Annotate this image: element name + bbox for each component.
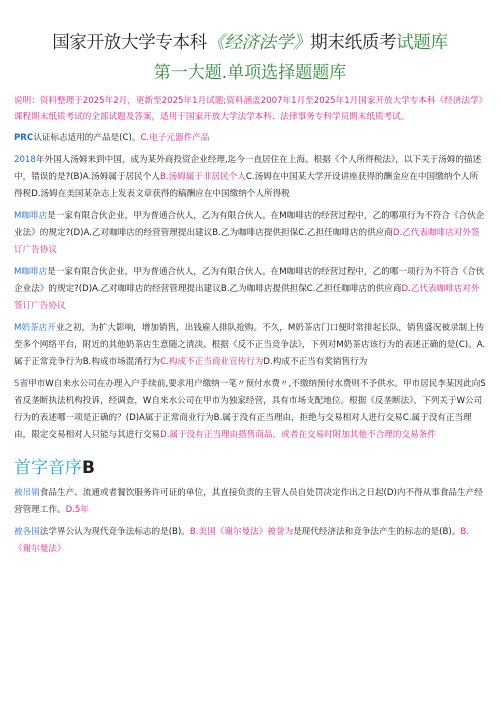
question-2 <box>14 152 486 203</box>
question-6-stem: 省甲市W自来水公司在办理入户手续前,要求用户缴纳一笔〃预付水费〃,不缴纳预付水费则不予供水。甲市居民李某因此向S省反垄断执法机构投诉，经调查，W自来水公司在甲市为独家经营，具有市场支配地位。根据《反垄断法》，下列关于W公司行为的表述哪一项是正确的？(D)A属于正常商业行为B.属于没有正当理由，拒绝与交易相对人进行交易C.属于没有正当理由，限定交易相对人只能与其进行交易 <box>14 379 486 440</box>
question-3-answer: D.乙代表咖啡店对外签订广告协议 <box>14 228 480 255</box>
question-b-2-answer: B.美国《谢尔曼法》被誉为 <box>189 527 294 537</box>
question-5 <box>14 320 486 371</box>
question-2-answer: B.汤姆属于非居民个人 <box>159 172 246 182</box>
question-b-2-answer-2: B.《谢尔曼法》 <box>14 527 470 554</box>
question-5-answer: C.构成不正当商业宣传行为 <box>160 357 264 367</box>
page-subtitle: 第一大题.单项选择题题库 <box>153 63 347 83</box>
section-heading <box>14 456 486 480</box>
question-4-keyword: 咖啡店 <box>21 267 48 277</box>
question-4 <box>14 264 486 315</box>
question-b-1-stem: 食品生产、流通或者餐饮服务许可证的单位，其直接负责的主管人员自处罚决定作出之日起(D)内不得从事食品生产经营管理工作。 <box>14 488 483 515</box>
question-b-1-keyword: 被吊销 <box>14 488 40 498</box>
question-3-keyword: 咖啡店 <box>21 211 48 221</box>
question-4-stem: 是一家有限合伙企业，甲为普通合伙人，乙为有限合伙人。在M咖啡店的经营过程中，乙的哪一项行为不符合《合伙企业法》的规定?(D)A.乙对咖啡店的经营管理提出建议B.乙为咖啡店提供担保C.乙担任咖啡店的供应商 <box>14 267 485 294</box>
question-1-keyword: PRC <box>14 133 34 143</box>
question-6-answer: D.属于没有正当理由搭售商品，或者在交易时附加其他不合理的交易条件 <box>160 430 436 440</box>
intro-note: 说明：资料整理于2025年2月，更新至2025年1月试题;资料涵盖2007年1月至2025年1月国家开放大学专本科《经济法学》课程期末纸质考试的全部试题及答案，适用于国家开放大学法学本科、法律事务专科学员期末纸质考试。 <box>14 96 483 122</box>
question-5-stem: 业之初，为扩大影响，增加销售，出钱雇人排队抢购。不久，M奶茶店门口便时常排起长队，销售盛况被录制上传至多个网络平台，附近的其他奶茶店生意随之清淡。根据《反不正当竞争法》，下列对M奶茶店该行为的表述正确的是(C)。A.属于正常竞争行为B.构成市场混淆行为 <box>14 323 486 367</box>
question-4-lead: M <box>14 267 22 277</box>
question-2-keyword: 2018 <box>14 155 36 165</box>
question-3 <box>14 208 486 259</box>
question-5-lead: M <box>14 323 22 333</box>
title-part-course: 《经济法学》 <box>207 33 311 53</box>
question-5-keyword: 奶茶店开 <box>21 323 56 333</box>
section-letter: B <box>82 458 95 478</box>
question-b-2-tail: 是现代经济法和竞争法产生的标志的是(B)。 <box>293 527 461 537</box>
page-title <box>14 0 486 54</box>
question-6-keyword: S <box>14 379 20 389</box>
question-3-stem: 是一家有限合伙企业，甲为普通合伙人，乙为有限合伙人。在M咖啡店的经营过程中，乙的哪项行为不符合《合伙企业法》的规定?(D)A.乙对咖啡店的经营管理提出建议B.乙为咖啡店提供担保C.乙担任咖啡店的供应商 <box>14 211 485 238</box>
title-part-exam: 期末纸质考 <box>310 33 397 53</box>
question-b-2-stem: 法学界公认为现代竞争法标志的是(B)。 <box>39 527 190 537</box>
question-b-1 <box>14 485 486 519</box>
title-part-school: 国家开放大学专本科 <box>52 33 207 53</box>
question-1-stem: 认证标志适用的产品是(C)。 <box>33 133 141 143</box>
question-5-tail: D.构成不正当有奖销售行为 <box>263 357 368 367</box>
question-b-2 <box>14 524 486 558</box>
question-b-1-answer: D.5年 <box>65 505 89 515</box>
question-1-answer: C.电子元器件产品 <box>140 133 210 143</box>
question-2-tail: C.汤姆在中国某大学开设讲座获得的酬金应在中国缴纳个人所得税D.汤姆在美国某杂志上发表文章获得的稿酬应在中国缴纳个人所得税 <box>14 172 479 199</box>
question-b-2-keyword: 被各国 <box>14 527 40 537</box>
question-2-stem: 年外国人汤姆来到中国，成为某外商投资企业经理,迄今一直居住在上海。根据《个人所得税法》，以下关于汤姆的描述中，错误的是?(B)A.汤姆属于居民个人 <box>14 155 482 182</box>
title-part-bank: 试题库 <box>396 33 448 53</box>
question-3-lead: M <box>14 211 22 221</box>
section-label: 首字音序 <box>14 458 82 478</box>
question-6 <box>14 376 486 444</box>
question-4-answer: D.乙代表咖啡店对外签订广告协议 <box>14 284 480 311</box>
question-1 <box>14 130 486 147</box>
